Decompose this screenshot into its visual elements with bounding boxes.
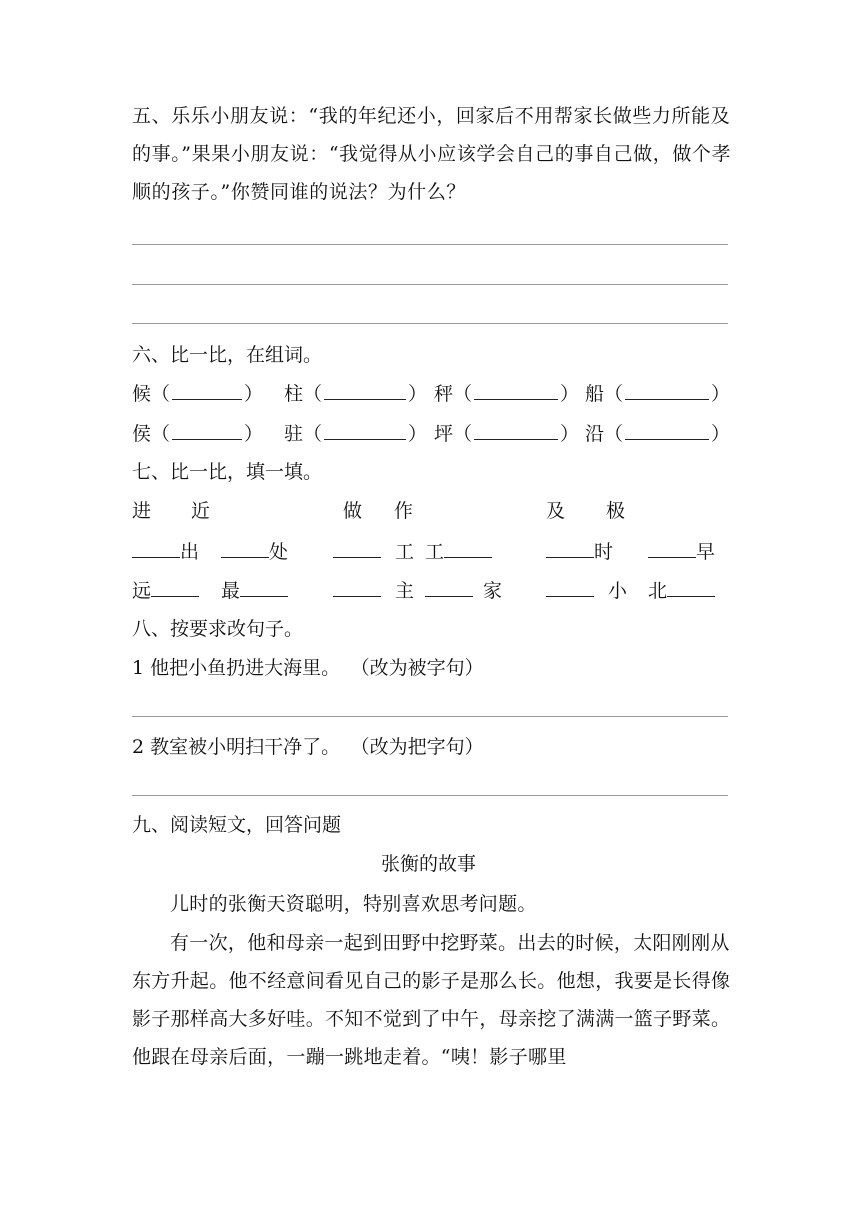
fill-blank[interactable] <box>625 381 709 400</box>
char: 沿 <box>585 423 605 445</box>
story-paragraph: 有一次，他和母亲一起到田野中挖野菜。出去的时候，太阳刚刚从东方升起。他不经意间看见自己的影子是那么长。他想，我要是长得像影子那样高大多好哇。不知不觉到了中午，母亲挖了满满一篮子野菜。他跟在母亲后面，一蹦一跳地走着。“咦！影子哪里 <box>132 932 731 1068</box>
fill-blank[interactable] <box>625 421 709 440</box>
pair-char: 及 <box>546 500 566 522</box>
fill-item: 家 <box>425 578 502 603</box>
fill-blank[interactable] <box>324 381 406 400</box>
fill-blank[interactable] <box>333 539 381 558</box>
sentence-2: 2 教室被小明扫干净了。 （改为把字句） <box>132 736 484 758</box>
fill-blank[interactable] <box>546 578 594 597</box>
pair-char: 极 <box>606 500 626 522</box>
fill-item: 北 <box>648 578 715 603</box>
fill-blank[interactable] <box>667 578 715 597</box>
pair-char: 近 <box>191 500 211 522</box>
answer-line[interactable] <box>132 795 728 796</box>
answer-line[interactable] <box>132 323 728 324</box>
question-7-title: 七、比一比，填一填。 <box>132 461 323 483</box>
fill-blank[interactable] <box>425 578 473 597</box>
fill-blank[interactable] <box>474 421 558 440</box>
word-group-item: 船（ ） <box>585 383 731 405</box>
char: 候 <box>132 383 152 405</box>
fill-blank[interactable] <box>333 578 381 597</box>
word-group-item: 沿（ ） <box>585 423 731 445</box>
fill-item: 工 <box>425 539 492 564</box>
pair-char: 进 <box>132 500 152 522</box>
fill-blank[interactable] <box>444 539 492 558</box>
char: 柱 <box>284 383 304 405</box>
question-5-text: 五、乐乐小朋友说：“我的年纪还小，回家后不用帮家长做些力所能及的事。”果果小朋友说：“我觉得从小应该学会自己的事自己做，做个孝顺的孩子。”你赞同谁的说法？为什么？ <box>132 105 732 203</box>
char: 侯 <box>132 423 152 445</box>
fill-blank[interactable] <box>151 578 199 597</box>
char: 坪 <box>434 423 454 445</box>
fill-item: 处 <box>221 539 288 564</box>
answer-line[interactable] <box>132 284 728 285</box>
question-9-title: 九、阅读短文，回答问题 <box>132 814 342 836</box>
word-group-item: 柱（ ） <box>284 383 428 405</box>
word-group-item: 候（ ） <box>132 383 264 405</box>
fill-blank[interactable] <box>474 381 558 400</box>
fill-item: 出 <box>132 539 199 564</box>
fill-blank[interactable] <box>132 539 180 558</box>
story-paragraph: 儿时的张衡天资聪明，特别喜欢思考问题。 <box>170 893 537 915</box>
fill-item: 工 <box>333 539 414 564</box>
question-6-title: 六、比一比，在组词。 <box>132 344 323 366</box>
word-group-item: 坪（ ） <box>434 423 580 445</box>
fill-blank[interactable] <box>221 539 269 558</box>
fill-blank[interactable] <box>172 421 242 440</box>
char: 秤 <box>434 383 454 405</box>
char: 船 <box>585 383 605 405</box>
word-group-item: 驻（ ） <box>284 423 428 445</box>
fill-blank[interactable] <box>240 578 288 597</box>
sentence-1: 1 他把小鱼扔进大海里。 （改为被字句） <box>132 657 484 679</box>
fill-blank[interactable] <box>648 539 696 558</box>
word-group-item: 秤（ ） <box>434 383 580 405</box>
answer-line[interactable] <box>132 716 728 717</box>
pair-char: 作 <box>394 500 414 522</box>
fill-item: 时 <box>546 539 613 564</box>
word-group-item: 侯（ ） <box>132 423 264 445</box>
fill-item: 主 <box>333 578 414 603</box>
story-title: 张衡的故事 <box>381 853 477 875</box>
answer-line[interactable] <box>132 244 728 245</box>
fill-blank[interactable] <box>172 381 242 400</box>
fill-blank[interactable] <box>546 539 594 558</box>
question-8-title: 八、按要求改句子。 <box>132 618 304 640</box>
fill-item: 远 <box>132 578 199 603</box>
fill-item: 小 <box>546 578 627 603</box>
fill-item: 早 <box>648 539 715 564</box>
pair-char: 做 <box>343 500 363 522</box>
fill-item: 最 <box>221 578 288 603</box>
char: 驻 <box>284 423 304 445</box>
fill-blank[interactable] <box>324 421 406 440</box>
